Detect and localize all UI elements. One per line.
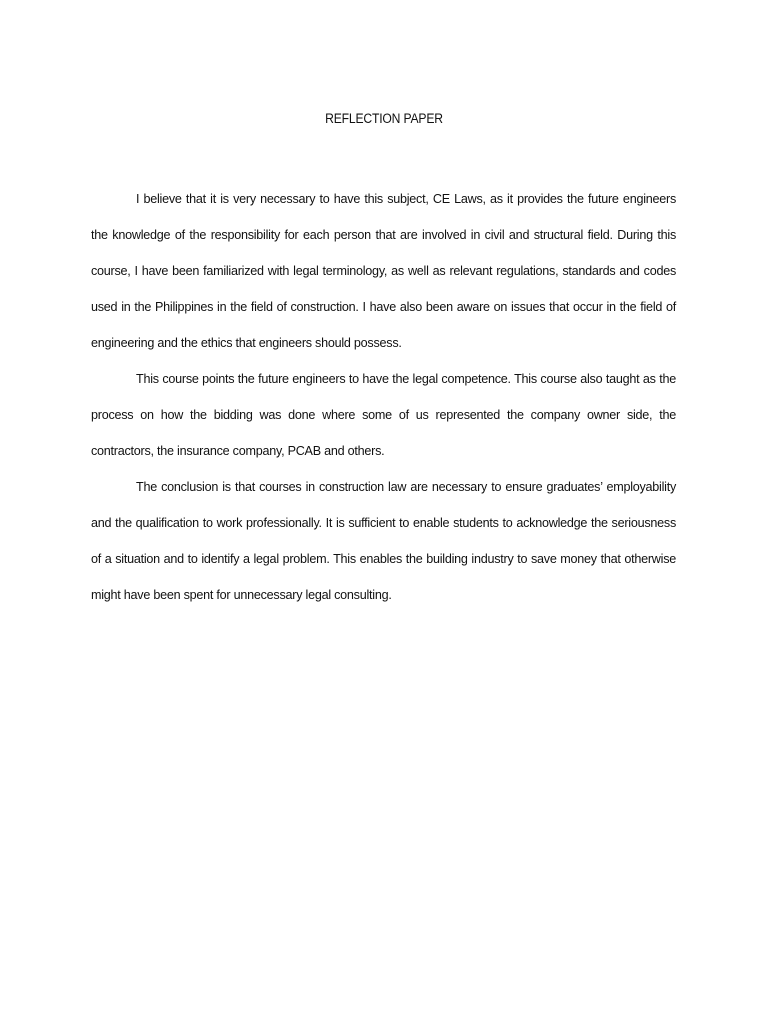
paragraph-1: I believe that it is very necessary to have this subject, CE Laws, as it provides the future engineers the knowledge of the responsibility for each person that are involved in civil and structural field. During this course, I have been familiarized with legal terminology, as well as relevant regulations, standards and codes used in the Philippines in the field of construction. I have also been aware on issues that occur in the field of engineering and the ethics that engineers should possess. [91,192,676,350]
document-body [91,181,676,613]
paragraph-2: This course points the future engineers to have the legal competence. This course also taught as the process on how the bidding was done where some of us represented the company owner side, the contractors, the insurance company, PCAB and others. [91,372,676,458]
paragraph-3: The conclusion is that courses in construction law are necessary to ensure graduates’ employability and the qualification to work professionally. It is sufficient to enable students to acknowledge the seriousness of a situation and to identify a legal problem. This enables the building industry to save money that otherwise might have been spent for unnecessary legal consulting. [91,480,676,602]
document-title: REFLECTION PAPER [325,111,443,126]
